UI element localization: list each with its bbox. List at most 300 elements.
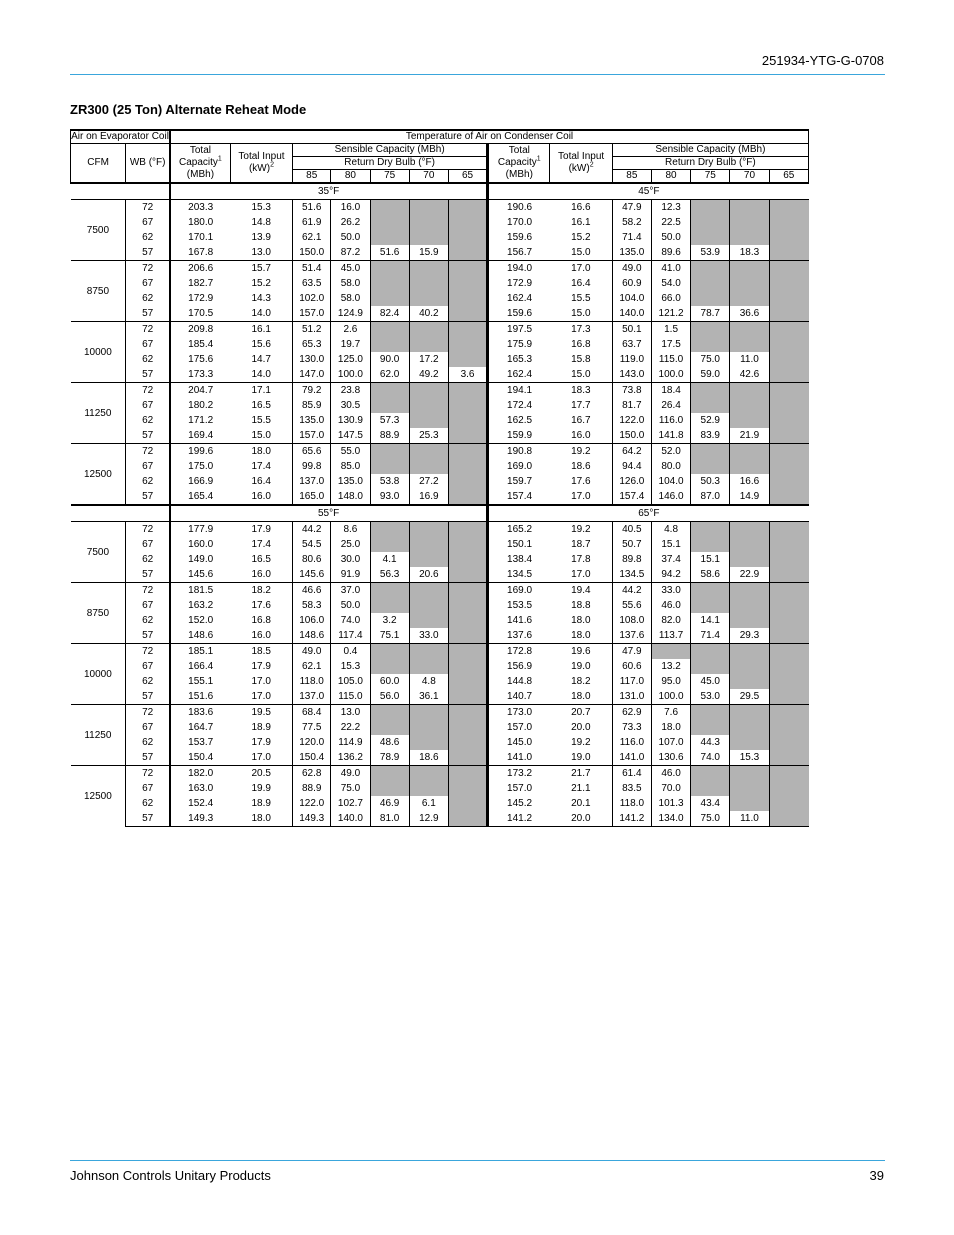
db-70-header-right: 70 xyxy=(730,170,769,184)
table-row xyxy=(71,781,809,796)
sensible-cell: 4.8 xyxy=(409,674,448,689)
table-row xyxy=(71,796,809,811)
sensible-cell: 150.0 xyxy=(293,245,331,261)
table-row xyxy=(71,659,809,674)
total-input-cell: 18.0 xyxy=(550,613,612,628)
sensible-cell xyxy=(769,459,808,474)
sensible-cell xyxy=(769,522,808,538)
sensible-cell: 118.0 xyxy=(293,674,331,689)
sensible-cell xyxy=(370,291,409,306)
sensible-cell xyxy=(370,659,409,674)
table-row xyxy=(71,674,809,689)
wb-cell: 62 xyxy=(126,796,170,811)
total-input-cell: 15.5 xyxy=(550,291,612,306)
sensible-cell xyxy=(769,489,808,505)
sensible-cell xyxy=(448,306,487,322)
total-capacity-cell: 170.1 xyxy=(188,232,214,243)
sensible-cell xyxy=(769,383,808,399)
total-input-cell: 17.7 xyxy=(550,398,612,413)
total-capacity-cell: 183.6 xyxy=(170,705,230,721)
sensible-cell xyxy=(769,398,808,413)
cfm-cell: 8750 xyxy=(71,261,126,322)
total-capacity-cell: 157.0 xyxy=(507,722,533,733)
sensible-cell: 4.8 xyxy=(651,522,690,538)
sensible-cell xyxy=(448,444,487,460)
total-input-cell: 19.2 xyxy=(550,735,612,750)
sensible-cell: 77.5 xyxy=(293,720,331,735)
wb-cell: 67 xyxy=(126,781,170,796)
total-input-cell: 16.4 xyxy=(550,276,612,291)
total-input-cell: 18.3 xyxy=(550,383,612,399)
wb-cell: 62 xyxy=(126,230,170,245)
total-input-cell: 16.1 xyxy=(230,322,292,338)
cfm-header: CFM xyxy=(71,144,126,184)
total-capacity-cell: 141.2 xyxy=(488,811,550,827)
sensible-cell xyxy=(769,735,808,750)
table-row xyxy=(71,398,809,413)
total-capacity-cell: 145.6 xyxy=(188,569,214,580)
sensible-cell xyxy=(769,552,808,567)
sensible-cell xyxy=(370,459,409,474)
sensible-cell xyxy=(769,811,808,827)
sensible-cell: 49.0 xyxy=(293,644,331,660)
sensible-cell: 22.2 xyxy=(331,720,370,735)
total-capacity-cell: 153.5 xyxy=(507,600,533,611)
wb-cell: 67 xyxy=(126,598,170,613)
wb-cell: 67 xyxy=(126,720,170,735)
sensible-cell: 68.4 xyxy=(293,705,331,721)
sensible-cell: 17.5 xyxy=(651,337,690,352)
sensible-capacity-header: Sensible Capacity (MBh) xyxy=(293,144,488,157)
total-capacity-header-right: Total Capacity$^1$ (MBh) xyxy=(488,144,550,184)
sensible-cell: 157.4 xyxy=(612,489,651,505)
sensible-cell: 131.0 xyxy=(612,689,651,705)
sensible-cell xyxy=(730,720,769,735)
table-row xyxy=(71,291,809,306)
sensible-cell: 44.2 xyxy=(293,522,331,538)
sensible-cell: 74.0 xyxy=(691,750,730,766)
sensible-cell xyxy=(448,674,487,689)
sensible-cell xyxy=(448,628,487,644)
sensible-cell: 62.9 xyxy=(612,705,651,721)
sensible-cell xyxy=(769,413,808,428)
total-capacity-cell: 173.3 xyxy=(188,369,214,380)
table-row xyxy=(71,628,809,644)
cfm-cell: 8750 xyxy=(71,583,126,644)
sensible-cell xyxy=(448,291,487,306)
sensible-cell xyxy=(769,537,808,552)
sensible-cell: 87.2 xyxy=(331,245,370,261)
sensible-cell: 46.9 xyxy=(370,796,409,811)
sensible-cell: 89.6 xyxy=(651,245,690,261)
sensible-cell xyxy=(448,352,487,367)
total-input-cell: 18.0 xyxy=(230,444,292,460)
total-capacity-cell: 163.2 xyxy=(188,600,214,611)
wb-cell: 57 xyxy=(126,245,170,261)
sensible-cell xyxy=(730,230,769,245)
sensible-cell: 46.0 xyxy=(651,598,690,613)
wb-cell: 67 xyxy=(126,276,170,291)
sensible-cell: 25.0 xyxy=(331,537,370,552)
sensible-cell xyxy=(409,644,448,660)
total-capacity-cell: 173.0 xyxy=(488,705,550,721)
total-input-cell: 18.0 xyxy=(230,811,292,827)
sensible-cell xyxy=(448,613,487,628)
sensible-cell xyxy=(409,459,448,474)
sensible-cell xyxy=(691,781,730,796)
total-input-cell: 18.6 xyxy=(550,459,612,474)
sensible-cell xyxy=(448,245,487,261)
sensible-cell: 59.0 xyxy=(691,367,730,383)
total-input-cell: 16.0 xyxy=(230,628,292,644)
sensible-cell xyxy=(730,322,769,338)
table-row xyxy=(71,413,809,428)
sensible-cell: 18.0 xyxy=(651,720,690,735)
sensible-cell: 65.6 xyxy=(293,444,331,460)
total-input-cell: 20.5 xyxy=(230,766,292,782)
sensible-cell: 49.0 xyxy=(612,261,651,277)
total-input-cell: 19.9 xyxy=(230,781,292,796)
total-input-cell: 17.0 xyxy=(230,750,292,766)
sensible-cell: 147.5 xyxy=(331,428,370,444)
sensible-cell xyxy=(448,811,487,827)
sensible-cell: 12.3 xyxy=(651,200,690,216)
total-capacity-cell: 153.7 xyxy=(188,737,214,748)
total-input-cell: 21.1 xyxy=(550,781,612,796)
sensible-cell xyxy=(691,230,730,245)
table-row xyxy=(71,583,809,599)
sensible-cell xyxy=(769,613,808,628)
total-input-cell: 19.4 xyxy=(550,583,612,599)
wb-cell: 57 xyxy=(126,428,170,444)
sensible-cell: 58.6 xyxy=(691,567,730,583)
wb-cell: 57 xyxy=(126,567,170,583)
total-input-cell: 17.6 xyxy=(230,598,292,613)
sensible-cell: 30.5 xyxy=(331,398,370,413)
sensible-cell xyxy=(769,444,808,460)
sensible-cell xyxy=(769,306,808,322)
total-capacity-cell: 149.3 xyxy=(170,811,230,827)
sensible-cell: 37.0 xyxy=(331,583,370,599)
table-row xyxy=(71,735,809,750)
sensible-cell xyxy=(409,230,448,245)
total-capacity-cell: 182.7 xyxy=(188,278,214,289)
total-capacity-cell: 151.6 xyxy=(188,691,214,702)
sensible-cell: 73.8 xyxy=(612,383,651,399)
sensible-cell xyxy=(769,674,808,689)
total-input-cell: 15.5 xyxy=(230,413,292,428)
cfm-cell: 11250 xyxy=(71,705,126,766)
sensible-cell: 75.0 xyxy=(691,811,730,827)
sensible-cell: 14.1 xyxy=(691,613,730,628)
wb-cell: 62 xyxy=(126,474,170,489)
total-capacity-cell: 181.5 xyxy=(170,583,230,599)
table-row xyxy=(71,537,809,552)
total-capacity-cell: 169.4 xyxy=(188,430,214,441)
sensible-cell xyxy=(730,659,769,674)
sensible-cell: 130.9 xyxy=(331,413,370,428)
total-input-cell: 17.0 xyxy=(230,674,292,689)
sensible-cell xyxy=(370,720,409,735)
total-input-cell: 17.0 xyxy=(550,489,612,505)
sensible-cell: 100.0 xyxy=(331,367,370,383)
total-input-cell: 15.0 xyxy=(550,367,612,383)
total-capacity-cell: 141.6 xyxy=(507,615,533,626)
sensible-cell: 122.0 xyxy=(293,796,331,811)
sensible-cell: 157.0 xyxy=(293,428,331,444)
sensible-cell xyxy=(691,276,730,291)
sensible-cell: 148.6 xyxy=(293,628,331,644)
sensible-cell: 85.9 xyxy=(293,398,331,413)
wb-cell: 57 xyxy=(126,306,170,322)
sensible-cell: 18.6 xyxy=(409,750,448,766)
wb-cell: 72 xyxy=(126,644,170,660)
wb-cell: 72 xyxy=(126,522,170,538)
sensible-cell xyxy=(370,337,409,352)
sensible-cell: 50.7 xyxy=(612,537,651,552)
total-input-cell: 15.7 xyxy=(230,261,292,277)
table-row xyxy=(71,720,809,735)
sensible-cell: 58.0 xyxy=(331,276,370,291)
sensible-cell xyxy=(409,398,448,413)
sensible-cell xyxy=(730,413,769,428)
table-row xyxy=(71,261,809,277)
sensible-cell: 73.3 xyxy=(612,720,651,735)
sensible-cell xyxy=(769,628,808,644)
table-row xyxy=(71,200,809,216)
total-capacity-cell: 203.3 xyxy=(188,202,214,213)
total-input-cell: 17.8 xyxy=(550,552,612,567)
sensible-cell: 53.9 xyxy=(691,245,730,261)
db-65-header-right: 65 xyxy=(769,170,808,184)
table-row xyxy=(71,276,809,291)
sensible-cell xyxy=(370,705,409,721)
sensible-cell xyxy=(769,291,808,306)
total-input-cell: 15.8 xyxy=(550,352,612,367)
total-input-cell: 16.8 xyxy=(550,337,612,352)
sensible-cell: 80.6 xyxy=(293,552,331,567)
total-input-cell: 15.2 xyxy=(230,276,292,291)
sensible-cell: 51.6 xyxy=(370,245,409,261)
sensible-cell: 81.7 xyxy=(612,398,651,413)
sensible-cell xyxy=(370,444,409,460)
sensible-cell: 13.2 xyxy=(651,659,690,674)
sensible-cell xyxy=(769,474,808,489)
total-capacity-cell: 162.4 xyxy=(507,369,533,380)
wb-cell: 62 xyxy=(126,735,170,750)
sensible-cell: 15.9 xyxy=(409,245,448,261)
total-input-cell: 19.5 xyxy=(230,705,292,721)
sensible-cell: 16.6 xyxy=(730,474,769,489)
total-capacity-cell: 194.1 xyxy=(488,383,550,399)
wb-cell: 62 xyxy=(126,674,170,689)
air-on-evap-header: Air on Evaporator Coil xyxy=(71,131,169,142)
document-id: 251934-YTG-G-0708 xyxy=(761,53,884,68)
table-row xyxy=(71,383,809,399)
total-input-cell: 14.0 xyxy=(230,367,292,383)
total-capacity-cell: 175.9 xyxy=(507,339,533,350)
sensible-cell xyxy=(370,215,409,230)
sensible-cell: 126.0 xyxy=(612,474,651,489)
sensible-cell xyxy=(409,444,448,460)
sensible-cell: 145.6 xyxy=(293,567,331,583)
sensible-cell: 37.4 xyxy=(651,552,690,567)
total-capacity-cell: 197.5 xyxy=(488,322,550,338)
db-70-header: 70 xyxy=(409,170,448,184)
sensible-cell: 115.0 xyxy=(331,689,370,705)
section-left-temp: 35°F xyxy=(170,183,488,200)
db-85-header-right: 85 xyxy=(612,170,651,184)
sensible-cell xyxy=(730,522,769,538)
sensible-cell xyxy=(409,215,448,230)
sensible-cell: 78.7 xyxy=(691,306,730,322)
sensible-cell: 141.2 xyxy=(612,811,651,827)
sensible-cell xyxy=(370,261,409,277)
table-row xyxy=(71,811,809,827)
sensible-cell: 63.5 xyxy=(293,276,331,291)
total-capacity-cell: 152.0 xyxy=(188,615,214,626)
sensible-cell: 50.0 xyxy=(331,598,370,613)
total-capacity-cell: 167.8 xyxy=(188,247,214,258)
sensible-capacity-header-right: Sensible Capacity (MBh) xyxy=(612,144,808,157)
sensible-cell xyxy=(769,583,808,599)
total-capacity-cell: 149.0 xyxy=(188,554,214,565)
total-input-cell: 19.0 xyxy=(550,659,612,674)
sensible-cell: 141.8 xyxy=(651,428,690,444)
total-input-cell: 13.0 xyxy=(230,245,292,261)
sensible-cell: 47.9 xyxy=(612,644,651,660)
sensible-cell xyxy=(370,781,409,796)
total-input-cell: 18.7 xyxy=(550,537,612,552)
sensible-cell: 40.5 xyxy=(612,522,651,538)
total-capacity-cell: 150.4 xyxy=(188,752,214,763)
table-row xyxy=(71,489,809,505)
wb-cell: 57 xyxy=(126,811,170,827)
total-capacity-cell: 164.7 xyxy=(188,722,214,733)
sensible-cell: 15.3 xyxy=(730,750,769,766)
sensible-cell: 2.6 xyxy=(331,322,370,338)
sensible-cell: 50.1 xyxy=(612,322,651,338)
sensible-cell: 18.3 xyxy=(730,245,769,261)
footer-company: Johnson Controls Unitary Products xyxy=(70,1168,271,1183)
sensible-cell xyxy=(448,659,487,674)
table-row xyxy=(71,644,809,660)
sensible-cell: 22.9 xyxy=(730,567,769,583)
sensible-cell: 130.0 xyxy=(293,352,331,367)
sensible-cell xyxy=(448,567,487,583)
sensible-cell xyxy=(409,766,448,782)
sensible-cell: 49.0 xyxy=(331,766,370,782)
table-row xyxy=(71,215,809,230)
total-input-cell: 19.0 xyxy=(550,750,612,766)
sensible-cell xyxy=(409,383,448,399)
sensible-cell xyxy=(409,705,448,721)
table-row xyxy=(71,367,809,383)
sensible-cell xyxy=(448,689,487,705)
total-capacity-cell: 159.9 xyxy=(507,430,533,441)
sensible-cell xyxy=(691,583,730,599)
cfm-cell: 10000 xyxy=(71,322,126,383)
total-input-cell: 14.0 xyxy=(230,306,292,322)
sensible-cell: 51.4 xyxy=(293,261,331,277)
sensible-cell: 119.0 xyxy=(612,352,651,367)
sensible-cell: 71.4 xyxy=(612,230,651,245)
table-row xyxy=(71,474,809,489)
sensible-cell: 1.5 xyxy=(651,322,690,338)
sensible-cell xyxy=(448,489,487,505)
wb-cell: 67 xyxy=(126,398,170,413)
sensible-cell: 99.8 xyxy=(293,459,331,474)
db-80-header-right: 80 xyxy=(651,170,690,184)
sensible-cell: 27.2 xyxy=(409,474,448,489)
sensible-cell xyxy=(409,276,448,291)
sensible-cell: 88.9 xyxy=(370,428,409,444)
sensible-cell xyxy=(691,522,730,538)
total-input-cell: 20.1 xyxy=(550,796,612,811)
total-capacity-cell: 145.0 xyxy=(507,737,533,748)
table-row xyxy=(71,689,809,705)
total-capacity-cell: 140.7 xyxy=(507,691,533,702)
sensible-cell: 47.9 xyxy=(612,200,651,216)
sensible-cell xyxy=(691,291,730,306)
cfm-cell: 12500 xyxy=(71,444,126,506)
table-header xyxy=(71,130,809,183)
sensible-cell xyxy=(769,322,808,338)
total-input-cell: 17.0 xyxy=(550,567,612,583)
sensible-cell: 58.3 xyxy=(293,598,331,613)
wb-cell: 67 xyxy=(126,659,170,674)
page-number: 39 xyxy=(869,1168,884,1183)
total-capacity-cell: 165.2 xyxy=(507,524,533,535)
sensible-cell xyxy=(409,337,448,352)
total-input-cell: 15.3 xyxy=(230,200,292,216)
sensible-cell: 46.0 xyxy=(651,766,690,782)
sensible-cell: 78.9 xyxy=(370,750,409,766)
sensible-cell xyxy=(448,766,487,782)
total-input-cell: 17.6 xyxy=(550,474,612,489)
table-row xyxy=(71,613,809,628)
sensible-cell: 135.0 xyxy=(293,413,331,428)
db-75-header: 75 xyxy=(370,170,409,184)
total-input-cell: 17.1 xyxy=(230,383,292,399)
table-body xyxy=(71,183,809,827)
total-input-cell: 15.6 xyxy=(230,337,292,352)
sensible-cell: 46.6 xyxy=(293,583,331,599)
sensible-cell xyxy=(691,720,730,735)
total-capacity-cell: 175.6 xyxy=(188,354,214,365)
sensible-cell xyxy=(730,766,769,782)
sensible-cell xyxy=(448,750,487,766)
sensible-cell xyxy=(769,367,808,383)
total-input-cell: 16.6 xyxy=(550,200,612,216)
wb-cell: 57 xyxy=(126,367,170,383)
total-capacity-cell: 172.4 xyxy=(507,400,533,411)
sensible-cell xyxy=(448,796,487,811)
total-capacity-cell: 190.6 xyxy=(507,202,533,213)
sensible-cell: 61.4 xyxy=(612,766,651,782)
sensible-cell xyxy=(448,215,487,230)
sensible-cell: 57.3 xyxy=(370,413,409,428)
wb-cell: 62 xyxy=(126,413,170,428)
table-row xyxy=(71,705,809,721)
sensible-cell: 74.0 xyxy=(331,613,370,628)
sensible-cell xyxy=(409,598,448,613)
sensible-cell: 45.0 xyxy=(331,261,370,277)
sensible-cell: 87.0 xyxy=(691,489,730,505)
total-input-cell: 16.4 xyxy=(230,474,292,489)
sensible-cell xyxy=(370,644,409,660)
sensible-cell: 53.0 xyxy=(691,689,730,705)
